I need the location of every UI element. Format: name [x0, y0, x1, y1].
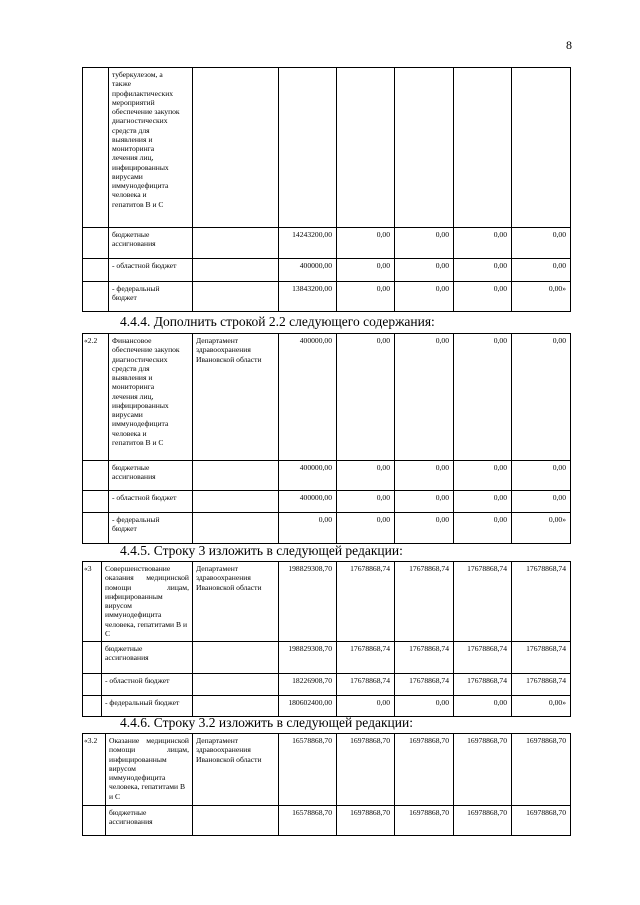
table-row — [83, 228, 571, 259]
table-row — [83, 259, 571, 282]
value-cell: 18226908,70 — [279, 674, 337, 696]
value-cell: 0,00 — [512, 461, 571, 491]
value-cell: 0,00» — [512, 513, 571, 544]
value-cell — [512, 68, 571, 228]
description-cell: бюджетные ассигнования — [102, 642, 193, 674]
value-cell: 198829308,70 — [279, 562, 337, 642]
row-number: «3 — [83, 562, 102, 642]
value-cell: 17678868,74 — [395, 674, 454, 696]
value-cell: 0,00 — [454, 334, 512, 461]
value-cell: 16978868,70 — [395, 734, 454, 806]
value-cell: 0,00 — [337, 259, 395, 282]
table-row — [83, 674, 571, 696]
description-cell: - областной бюджет — [102, 674, 193, 696]
value-cell: 0,00» — [512, 282, 571, 312]
value-cell: 0,00 — [454, 491, 512, 513]
table-row-3 — [82, 561, 571, 717]
value-cell: 0,00 — [454, 513, 512, 544]
value-cell — [395, 68, 454, 228]
value-cell: 400000,00 — [279, 491, 337, 513]
value-cell: 0,00 — [337, 282, 395, 312]
table-row-2-2 — [82, 333, 571, 544]
value-cell: 17678868,74 — [454, 642, 512, 674]
description-cell: бюджетные ассигнования — [109, 461, 193, 491]
value-cell: 0,00 — [454, 259, 512, 282]
value-cell: 400000,00 — [279, 259, 337, 282]
value-cell: 16978868,70 — [512, 806, 571, 836]
description-cell: - федеральный бюджет — [109, 513, 193, 544]
table-row-3-2 — [82, 733, 571, 836]
description-cell: бюджетные ассигнования — [106, 806, 193, 836]
value-cell: 16978868,70 — [512, 734, 571, 806]
value-cell: 0,00 — [395, 513, 454, 544]
description-cell: Совершенствование оказания медицинской помощи лицам, инфицированным вирусом иммунодефицита человека, гепатитами В и С — [102, 562, 193, 642]
value-cell: 400000,00 — [279, 334, 337, 461]
heading-4-4-6: 4.4.6. Строку 3.2 изложить в следующей редакции: — [120, 715, 413, 730]
description-cell: - федеральный бюджет — [102, 696, 193, 717]
table-continuation — [82, 67, 571, 312]
value-cell: 16978868,70 — [454, 734, 512, 806]
value-cell: 198829308,70 — [279, 642, 337, 674]
value-cell: 0,00 — [395, 228, 454, 259]
table-row — [83, 806, 571, 836]
value-cell: 180602400,00 — [279, 696, 337, 717]
value-cell: 0,00 — [454, 461, 512, 491]
value-cell: 0,00 — [512, 228, 571, 259]
value-cell: 17678868,74 — [454, 674, 512, 696]
value-cell: 14243200,00 — [279, 228, 337, 259]
value-cell: 16978868,70 — [454, 806, 512, 836]
table-row — [83, 68, 571, 228]
value-cell: 0,00 — [337, 228, 395, 259]
table-row — [83, 334, 571, 461]
value-cell: 16978868,70 — [395, 806, 454, 836]
value-cell: 0,00 — [337, 461, 395, 491]
department-cell: Департамент здравоохранения Ивановской области — [193, 562, 279, 642]
value-cell: 0,00 — [454, 696, 512, 717]
description-cell: Финансовое обеспечение закупок диагностических средств для выявления и мониторинга лечения лиц, инфицированных вирусами иммунодефицита человека и гепатитов В и С — [109, 334, 193, 461]
table-row — [83, 642, 571, 674]
department-cell — [193, 68, 279, 228]
value-cell: 0,00 — [454, 282, 512, 312]
value-cell: 16578868,70 — [279, 806, 337, 836]
value-cell: 17678868,74 — [395, 562, 454, 642]
value-cell: 0,00 — [337, 334, 395, 461]
value-cell: 0,00 — [512, 259, 571, 282]
value-cell — [337, 68, 395, 228]
value-cell: 17678868,74 — [395, 642, 454, 674]
heading-4-4-4: 4.4.4. Дополнить строкой 2.2 следующего содержания: — [120, 314, 435, 329]
department-cell: Департамент здравоохранения Ивановской области — [193, 334, 279, 461]
description-cell: бюджетные ассигнования — [109, 228, 193, 259]
row-number: «3.2 — [83, 734, 106, 806]
table-row — [83, 461, 571, 491]
value-cell: 0,00 — [395, 259, 454, 282]
value-cell: 17678868,74 — [512, 674, 571, 696]
table-row — [83, 734, 571, 806]
value-cell: 0,00 — [512, 491, 571, 513]
page-number: 8 — [566, 38, 572, 52]
value-cell: 17678868,74 — [337, 674, 395, 696]
value-cell: 17678868,74 — [337, 562, 395, 642]
value-cell: 0,00 — [337, 491, 395, 513]
value-cell: 0,00 — [512, 334, 571, 461]
value-cell: 17678868,74 — [337, 642, 395, 674]
table-row — [83, 513, 571, 544]
value-cell: 0,00 — [337, 513, 395, 544]
value-cell: 0,00 — [337, 696, 395, 717]
row-number: «2.2 — [83, 334, 109, 461]
value-cell: 17678868,74 — [454, 562, 512, 642]
description-cell: Оказание медицинской помощи лицам, инфицированным вирусом иммунодефицита человека, гепатитами В и С — [106, 734, 193, 806]
department-cell: Департамент здравоохранения Ивановской области — [193, 734, 279, 806]
description-cell: туберкулезом, а также профилактических мероприятий обеспечение закупок диагностических средств для выявления и мониторинга лечения лиц, инфицированных вирусами иммунодефицита человека и гепатитов В и С — [109, 68, 193, 228]
value-cell: 0,00» — [512, 696, 571, 717]
value-cell: 0,00 — [395, 282, 454, 312]
heading-4-4-5: 4.4.5. Строку 3 изложить в следующей редакции: — [120, 543, 403, 558]
value-cell: 0,00 — [395, 334, 454, 461]
value-cell: 13843200,00 — [279, 282, 337, 312]
description-cell: - областной бюджет — [109, 491, 193, 513]
value-cell — [279, 68, 337, 228]
value-cell: 17678868,74 — [512, 562, 571, 642]
value-cell: 0,00 — [454, 228, 512, 259]
value-cell: 0,00 — [395, 491, 454, 513]
value-cell: 17678868,74 — [512, 642, 571, 674]
value-cell: 16978868,70 — [337, 806, 395, 836]
value-cell: 0,00 — [395, 696, 454, 717]
value-cell: 16978868,70 — [337, 734, 395, 806]
value-cell — [454, 68, 512, 228]
table-row — [83, 562, 571, 642]
description-cell: - федеральный бюджет — [109, 282, 193, 312]
value-cell: 0,00 — [395, 461, 454, 491]
num-cell — [83, 68, 109, 228]
value-cell: 0,00 — [279, 513, 337, 544]
table-row — [83, 696, 571, 717]
value-cell: 16578868,70 — [279, 734, 337, 806]
description-cell: - областной бюджет — [109, 259, 193, 282]
value-cell: 400000,00 — [279, 461, 337, 491]
table-row — [83, 491, 571, 513]
table-row — [83, 282, 571, 312]
